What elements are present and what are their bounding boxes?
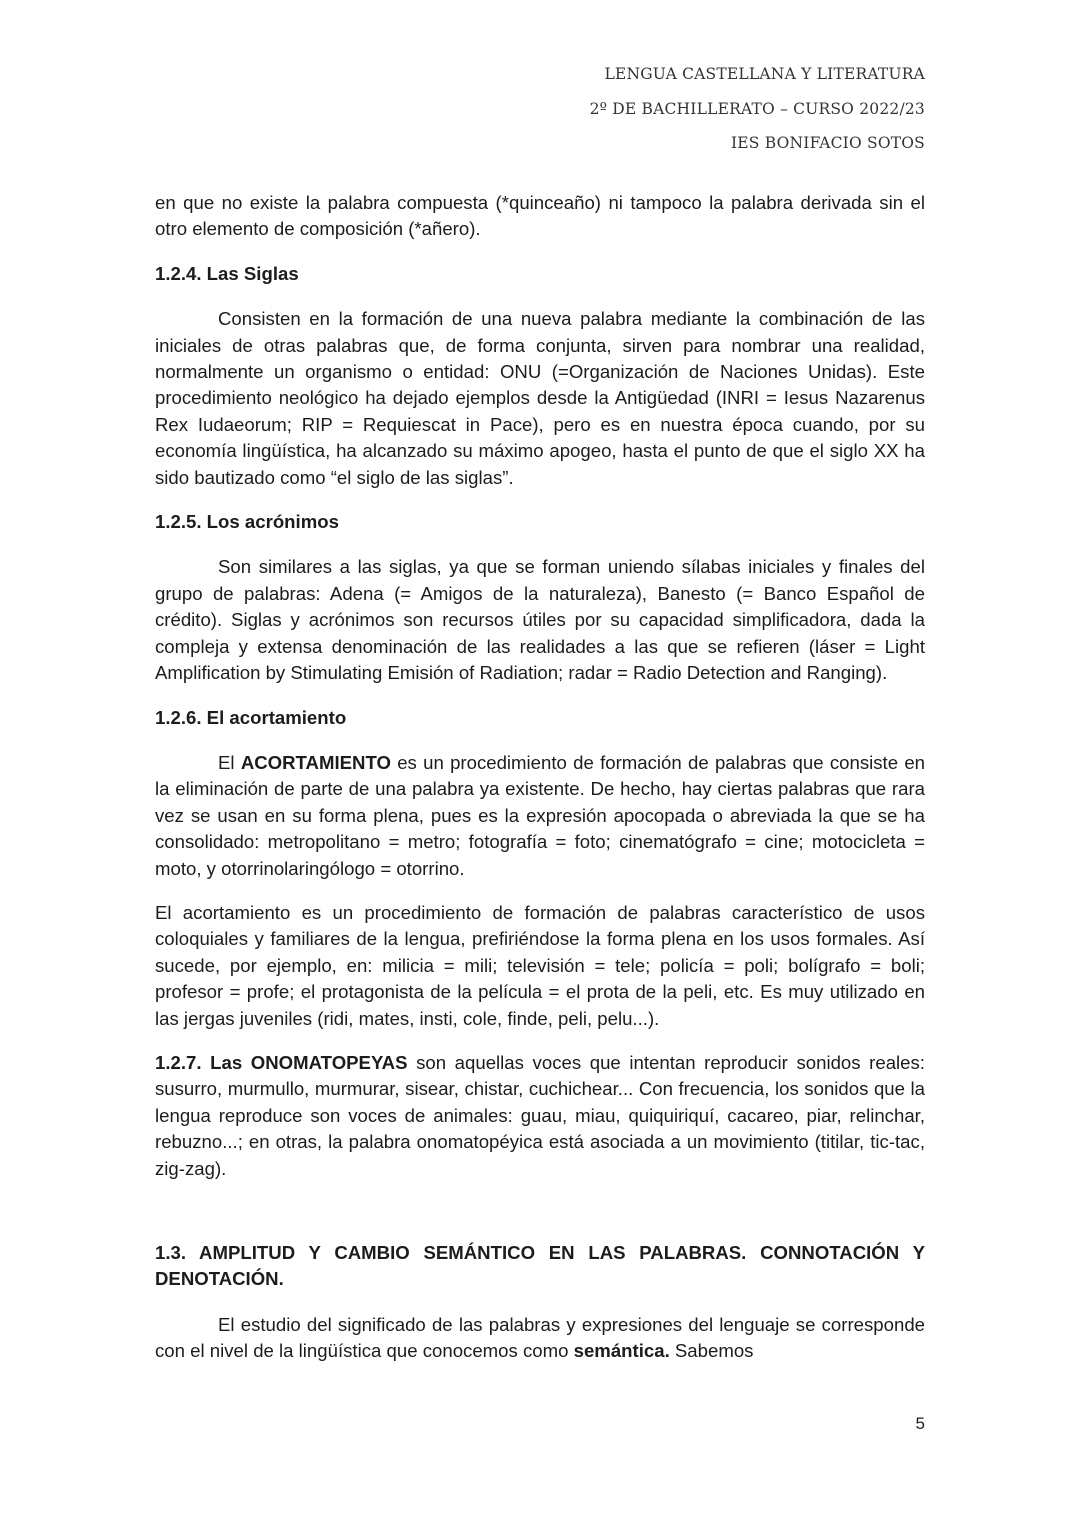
acortamiento-lead: El xyxy=(218,751,241,773)
acortamiento-paragraph-2: El acortamiento es un procedimiento de formación de palabras característico de usos coloquiales y familiares de la lengua, prefiriéndose la forma plena en los usos formales. Así sucede, por ejemplo, en: milicia = mili; televisión = tele; policía = poli; bolígrafo = boli; profesor = profe; el protagonista de la película = el prota de la peli, etc. Es muy utilizado en las jergas juveniles (ridi, mates, insti, cole, finde, peli, pelu...). xyxy=(155,901,925,1029)
acortamiento-body: es un procedimiento de formación de palabras que consiste en la eliminación de parte de una palabra ya existente. De hecho, hay ciertas palabras que rara vez se usan en su forma plena, pues es la expresión apocopada o abreviada la que se ha consolidado: metropolitano = metro; fotografía = foto; cinematógrafo = cine; motocicleta = moto, y otorrinolaringólogo = otorrino. xyxy=(155,751,926,879)
intro-paragraph: en que no existe la palabra compuesta (*quinceaño) ni tampoco la palabra derivada sin el otro elemento de composición (*añero). xyxy=(155,192,925,240)
semantica-paragraph xyxy=(155,1312,925,1365)
acortamiento-term: ACORTAMIENTO xyxy=(240,751,391,773)
header-subject: LENGUA CASTELLANA Y LITERATURA xyxy=(604,65,925,83)
page-number: 5 xyxy=(915,1414,925,1433)
semantica-rest: Sabemos xyxy=(669,1340,754,1362)
page-header xyxy=(325,62,925,166)
acortamiento-paragraph-1 xyxy=(155,750,925,882)
section-heading-siglas: 1.2.4. Las Siglas xyxy=(155,262,299,284)
section-heading-semantica: 1.3. AMPLITUD Y CAMBIO SEMÁNTICO EN LAS PALABRAS. CONNOTACIÓN Y DENOTACIÓN. xyxy=(155,1242,925,1290)
onomatopeyas-body: son aquellas voces que intentan reproducir sonidos reales: susurro, murmullo, murmurar, sisear, chistar, cuchichear... Con frecuencia, los sonidos que la lengua reproduce son voces de animales: guau, miau, quiquiriquí, cacareo, piar, relinchar, rebuzno...; en otras, la palabra onomatopéyica está asociada a un movimiento (titilar, tic-tac, zig-zag). xyxy=(155,1051,925,1179)
section-heading-onomatopeyas: 1.2.7. Las ONOMATOPEYAS xyxy=(155,1051,408,1073)
siglas-paragraph: Consisten en la formación de una nueva palabra mediante la combinación de las iniciales de otras palabras que, de forma conjunta, sirven para nombrar una realidad, normalmente un organismo o entidad: ONU (=Organización de Naciones Unidas). Este procedimiento neológico ha dejado ejemplos desde la Antigüedad (INRI = Iesus Nazarenus Rex Iudaeorum; RIP = Requiescat in Pace), pero es en nuestra época cuando, por su economía lingüística, ha alcanzado su máximo apogeo, hasta el punto de que el siglo XX ha sido bautizado como “el siglo de las siglas”. xyxy=(155,308,925,488)
section-heading-acronimos: 1.2.5. Los acrónimos xyxy=(155,511,339,533)
onomatopeyas-paragraph xyxy=(155,1050,925,1182)
semantica-term: semántica. xyxy=(573,1340,670,1362)
section-heading-acortamiento: 1.2.6. El acortamiento xyxy=(155,706,347,728)
header-school: IES BONIFACIO SOTOS xyxy=(730,134,925,152)
semantica-lead: El estudio del significado de las palabras y expresiones del lenguaje se corresponde con el nivel de la lingüística que conocemos como xyxy=(155,1313,925,1362)
header-course: 2º DE BACHILLERATO – CURSO 2022/23 xyxy=(589,99,925,118)
acronimos-paragraph: Son similares a las siglas, ya que se forman uniendo sílabas iniciales y finales del grupo de palabras: Adena (= Amigos de la naturaleza), Banesto (= Banco Español de crédito). Siglas y acrónimos son recursos útiles por su capacidad simplificadora, dada la compleja y extensa denominación de las realidades a las que se refieren (láser = Light Amplification by Stimulating Emisión of Radiation; radar = Radio Detection and Ranging). xyxy=(155,556,925,684)
page-content xyxy=(155,190,925,1365)
